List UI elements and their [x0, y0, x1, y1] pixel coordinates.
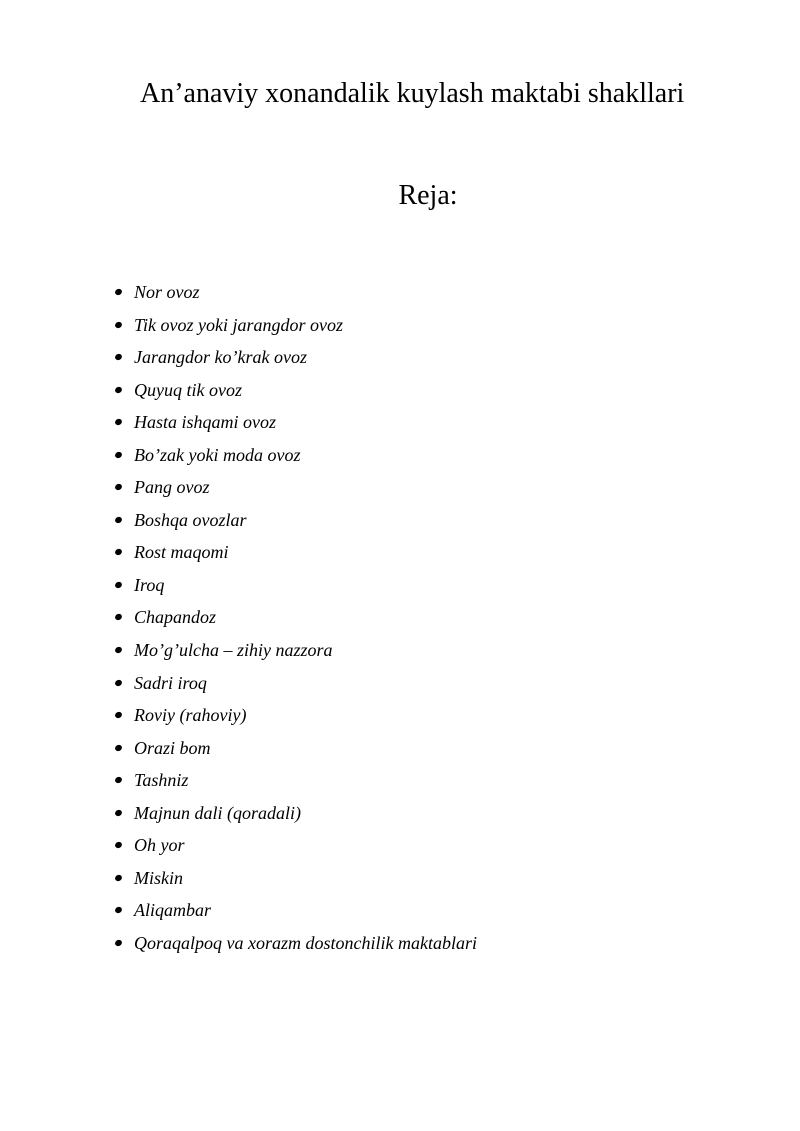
list-item [114, 471, 477, 504]
list-item-text: Iroq [134, 574, 165, 595]
list-item [114, 504, 477, 537]
bullet-icon [114, 288, 123, 296]
bullet-icon [114, 711, 123, 719]
bullet-icon [114, 939, 123, 947]
list-item-text: Miskin [134, 867, 183, 888]
list-item [114, 439, 477, 472]
list-item [114, 862, 477, 895]
bullet-icon [114, 874, 123, 882]
list-item-text: Rost maqomi [134, 542, 229, 563]
bullet-icon [114, 581, 123, 589]
list-item-text: Boshqa ovozlar [134, 509, 247, 530]
list-item [114, 341, 477, 374]
list-item [114, 309, 477, 342]
list-item [114, 927, 477, 960]
bullet-icon [114, 809, 123, 817]
list-item-text: Jarangdor ko’krak ovoz [134, 347, 307, 368]
bullet-icon [114, 678, 123, 686]
document-title: An’anaviy xonandalik kuylash maktabi shakllari [140, 78, 685, 109]
bullet-icon [114, 743, 123, 751]
plan-list [114, 276, 477, 959]
list-item [114, 569, 477, 602]
bullet-icon [114, 320, 123, 328]
list-item [114, 536, 477, 569]
list-item-text: Chapandoz [134, 607, 217, 628]
bullet-icon [114, 906, 123, 914]
bullet-icon [114, 353, 123, 361]
list-item-text: Tik ovoz yoki jarangdor ovoz [134, 314, 343, 335]
list-item [114, 699, 477, 732]
list-item-text: Quyuq tik ovoz [134, 379, 242, 400]
list-item-text: Bo’zak yoki moda ovoz [134, 444, 301, 465]
bullet-icon [114, 776, 123, 784]
list-item-text: Aliqambar [134, 900, 212, 921]
bullet-icon [114, 548, 123, 556]
list-item-text: Majnun dali (qoradali) [134, 802, 301, 823]
list-item-text: Qoraqalpoq va xorazm dostonchilik maktablari [134, 932, 477, 953]
list-item-text: Orazi bom [134, 737, 211, 758]
bullet-icon [114, 613, 123, 621]
list-item [114, 374, 477, 407]
bullet-icon [114, 483, 123, 491]
list-item-text: Sadri iroq [134, 672, 207, 693]
list-item-text: Nor ovoz [134, 282, 200, 302]
bullet-icon [114, 451, 123, 459]
list-item [114, 406, 477, 439]
list-item [114, 667, 477, 700]
list-item [114, 732, 477, 765]
list-item-text: Oh yor [134, 835, 185, 856]
bullet-icon [114, 646, 123, 654]
list-item [114, 764, 477, 797]
list-item-text: Mo’g’ulcha – zihiy nazzora [134, 640, 333, 661]
bullet-icon [114, 841, 123, 849]
bullet-icon [114, 516, 123, 524]
list-item [114, 894, 477, 927]
list-item [114, 276, 477, 309]
list-item-text: Pang ovoz [134, 477, 210, 498]
list-item [114, 829, 477, 862]
plan-heading: Reja: [398, 180, 458, 211]
list-item-text: Roviy (rahoviy) [134, 705, 247, 726]
list-item [114, 634, 477, 667]
list-item [114, 601, 477, 634]
bullet-icon [114, 385, 123, 393]
list-item [114, 797, 477, 830]
list-item-text: Hasta ishqami ovoz [134, 412, 277, 433]
list-item-text: Tashniz [134, 770, 189, 791]
bullet-icon [114, 418, 123, 426]
